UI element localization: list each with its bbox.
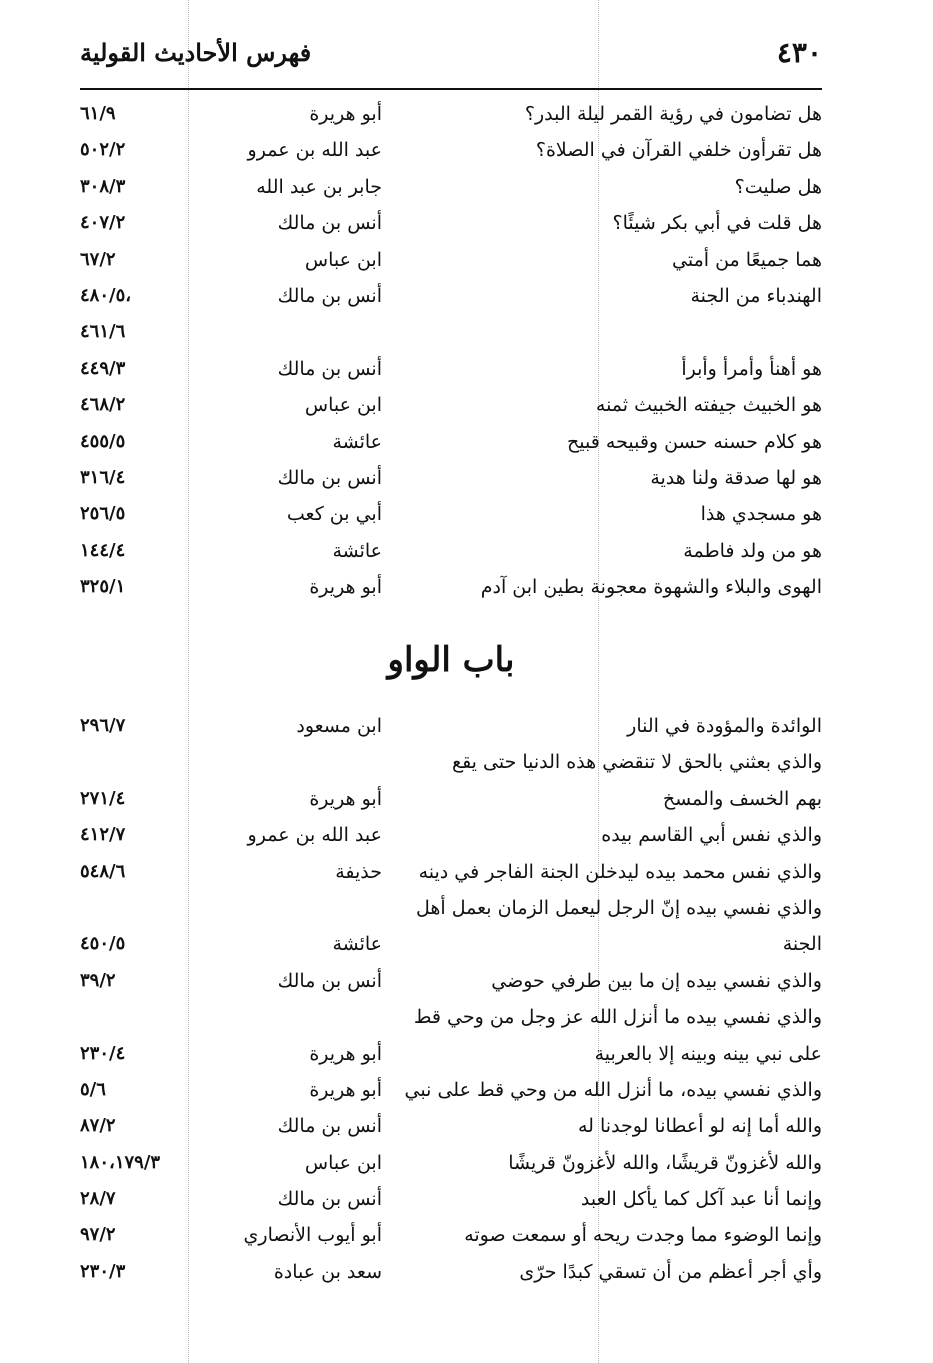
volume-page-ref: ٩٧/٢ [80, 1224, 116, 1246]
volume-page-ref: ٤٨٠/٥، [80, 284, 132, 306]
header-rule [80, 88, 822, 90]
volume-page-ref: ٦١/٩ [80, 103, 116, 124]
index-entry [80, 1043, 822, 1079]
hadith-text: والذي نفس أبي القاسم بيده [601, 824, 822, 847]
volume-page-ref: ١٨٠،١٧٩/٣ [80, 1151, 161, 1173]
volume-page-ref: ٤٤٩/٣ [80, 357, 126, 379]
hadith-text: وأي أجر أعظم من أن تسقي كبدًا حرّى [519, 1260, 822, 1283]
volume-page-ref: ٢٥٦/٥ [80, 503, 126, 525]
volume-page-ref: ٤٥٥/٥ [80, 430, 126, 452]
index-entry [80, 103, 822, 139]
narrator-name: عائشة [332, 430, 382, 453]
hadith-text: والذي نفسي بيده إن ما بين طرفي حوضي [491, 969, 822, 992]
hadith-text: هل تقرأون خلفي القرآن في الصلاة؟ [535, 139, 822, 162]
page-number: ٤٣٠ [776, 36, 822, 69]
index-entry [80, 1115, 822, 1151]
hadith-text: الوائدة والمؤودة في النار [627, 715, 822, 737]
hadith-text: هو أهنأ وأمرأ وأبرأ [681, 357, 822, 380]
hadith-text: والله أما إنه لو أعطانا لوجدنا له [577, 1115, 822, 1138]
hadith-text: الهوى والبلاء والشهوة معجونة بطين ابن آدم [480, 576, 822, 599]
volume-page-ref: ٢٩٦/٧ [80, 715, 126, 736]
narrator-name: أبو هريرة [309, 1078, 382, 1101]
volume-page-ref: ٢٣٠/٤ [80, 1042, 126, 1064]
index-entry [80, 1188, 822, 1224]
index-entry [80, 431, 822, 467]
index-entry [80, 1006, 822, 1042]
hadith-text: هو من ولد فاطمة [683, 539, 822, 562]
index-entry [80, 1261, 822, 1297]
volume-page-ref: ٢٧١/٤ [80, 787, 126, 809]
volume-page-ref: ٤٦١/٦ [80, 321, 126, 343]
narrator-name: أنس بن مالك [277, 357, 382, 380]
volume-page-ref: ٣٠٨/٣ [80, 175, 126, 197]
hadith-text: والذي نفسي بيده إنّ الرجل ليعمل الزمان بعمل أهل [415, 896, 822, 919]
narrator-name: أنس بن مالك [277, 1188, 382, 1211]
volume-page-ref: ٤٦٨/٢ [80, 394, 126, 416]
hadith-text: والذي بعثني بالحق لا تنقضي هذه الدنيا حتى يقع [451, 751, 822, 774]
index-entry [80, 176, 822, 212]
hadith-text: هما جميعًا من أمتي [672, 248, 822, 271]
hadith-text: بهم الخسف والمسخ [662, 787, 822, 810]
narrator-name: أبو هريرة [309, 103, 382, 125]
index-entry [80, 358, 822, 394]
narrator-name: أنس بن مالك [277, 212, 382, 235]
hadith-text: هل صليت؟ [734, 175, 822, 198]
narrator-name: عبد الله بن عمرو [247, 139, 382, 162]
volume-page-ref: ٦٧/٢ [80, 248, 116, 270]
narrator-name: ابن عباس [304, 1151, 382, 1174]
index-entry [80, 1079, 822, 1115]
hadith-text: هو الخبيث جيفته الخبيث ثمنه [595, 394, 822, 417]
section-waw-list [80, 715, 822, 1297]
index-entry [80, 139, 822, 175]
volume-page-ref: ٥٤٨/٦ [80, 860, 126, 882]
index-entry [80, 1224, 822, 1260]
hadith-text: هل تضامون في رؤية القمر ليلة البدر؟ [524, 103, 822, 125]
volume-page-ref: ١٤٤/٤ [80, 539, 126, 561]
hadith-text: هو كلام حسنه حسن وقبيحه قبيح [567, 430, 822, 453]
volume-page-ref: ٤٥٠/٥ [80, 933, 126, 955]
section-heading: باب الواو [387, 640, 515, 680]
narrator-name: ابن عباس [304, 248, 382, 271]
hadith-text: الهندباء من الجنة [690, 284, 822, 307]
page-header [80, 36, 822, 80]
index-entry [80, 861, 822, 897]
hadith-text: والله لأغزونّ قريشًا، والله لأغزونّ قريشًا [508, 1151, 822, 1174]
volume-page-ref: ٥/٦ [80, 1078, 106, 1100]
volume-page-ref: ٢٨/٧ [80, 1188, 116, 1210]
hadith-text: الجنة [782, 933, 822, 956]
index-entry [80, 394, 822, 430]
narrator-name: أنس بن مالك [277, 1115, 382, 1138]
index-entry [80, 212, 822, 248]
volume-page-ref: ٤١٢/٧ [80, 824, 126, 846]
narrator-name: أبو هريرة [309, 576, 382, 599]
index-entry [80, 751, 822, 787]
narrator-name: ابن مسعود [296, 715, 382, 737]
index-entry [80, 824, 822, 860]
index-entry [80, 788, 822, 824]
hadith-text: والذي نفس محمد بيده ليدخلن الجنة الفاجر في دينه [418, 860, 822, 883]
section-ha-list [80, 103, 822, 612]
narrator-name: أبو هريرة [309, 1042, 382, 1065]
narrator-name: سعد بن عبادة [273, 1260, 382, 1283]
hadith-text: هو لها صدقة ولنا هدية [650, 466, 822, 489]
volume-page-ref: ٨٧/٢ [80, 1115, 116, 1137]
narrator-name: أنس بن مالك [277, 284, 382, 307]
hadith-text: هل قلت في أبي بكر شيئًا؟ [612, 212, 822, 235]
narrator-name: أبي بن كعب [286, 503, 382, 526]
index-entry [80, 467, 822, 503]
index-entry [80, 1152, 822, 1188]
volume-page-ref: ٤٠٧/٢ [80, 212, 126, 234]
hadith-text: وإنما الوضوء مما وجدت ريحه أو سمعت صوته [464, 1224, 822, 1247]
index-entry [80, 285, 822, 321]
narrator-name: أنس بن مالك [277, 466, 382, 489]
hadith-text: والذي نفسي بيده، ما أنزل الله من وحي قط على نبي [404, 1078, 822, 1101]
hadith-text: وإنما أنا عبد آكل كما يأكل العبد [580, 1188, 822, 1211]
narrator-name: عائشة [332, 933, 382, 956]
index-entry [80, 249, 822, 285]
index-entry [80, 897, 822, 933]
index-entry [80, 503, 822, 539]
narrator-name: أنس بن مالك [277, 969, 382, 992]
index-entry [80, 321, 822, 357]
volume-page-ref: ٣١٦/٤ [80, 466, 126, 488]
narrator-name: أبو هريرة [309, 787, 382, 810]
index-entry [80, 540, 822, 576]
hadith-text: على نبي بينه وبينه إلا بالعربية [594, 1042, 822, 1065]
narrator-name: عائشة [332, 539, 382, 562]
hadith-text: هو مسجدي هذا [700, 503, 822, 526]
index-entry [80, 715, 822, 751]
volume-page-ref: ٣٩/٢ [80, 969, 116, 991]
narrator-name: أبو أيوب الأنصاري [243, 1224, 382, 1247]
hadith-text: والذي نفسي بيده ما أنزل الله عز وجل من وحي قط [413, 1006, 822, 1029]
narrator-name: ابن عباس [304, 394, 382, 417]
volume-page-ref: ٢٣٠/٣ [80, 1260, 126, 1282]
volume-page-ref: ٣٢٥/١ [80, 576, 126, 598]
narrator-name: حذيفة [335, 860, 382, 883]
narrator-name: عبد الله بن عمرو [247, 824, 382, 847]
index-entry [80, 933, 822, 969]
volume-page-ref: ٥٠٢/٢ [80, 139, 126, 161]
index-entry [80, 970, 822, 1006]
running-title: فهرس الأحاديث القولية [80, 38, 312, 67]
narrator-name: جابر بن عبد الله [256, 175, 382, 198]
index-entry [80, 576, 822, 612]
